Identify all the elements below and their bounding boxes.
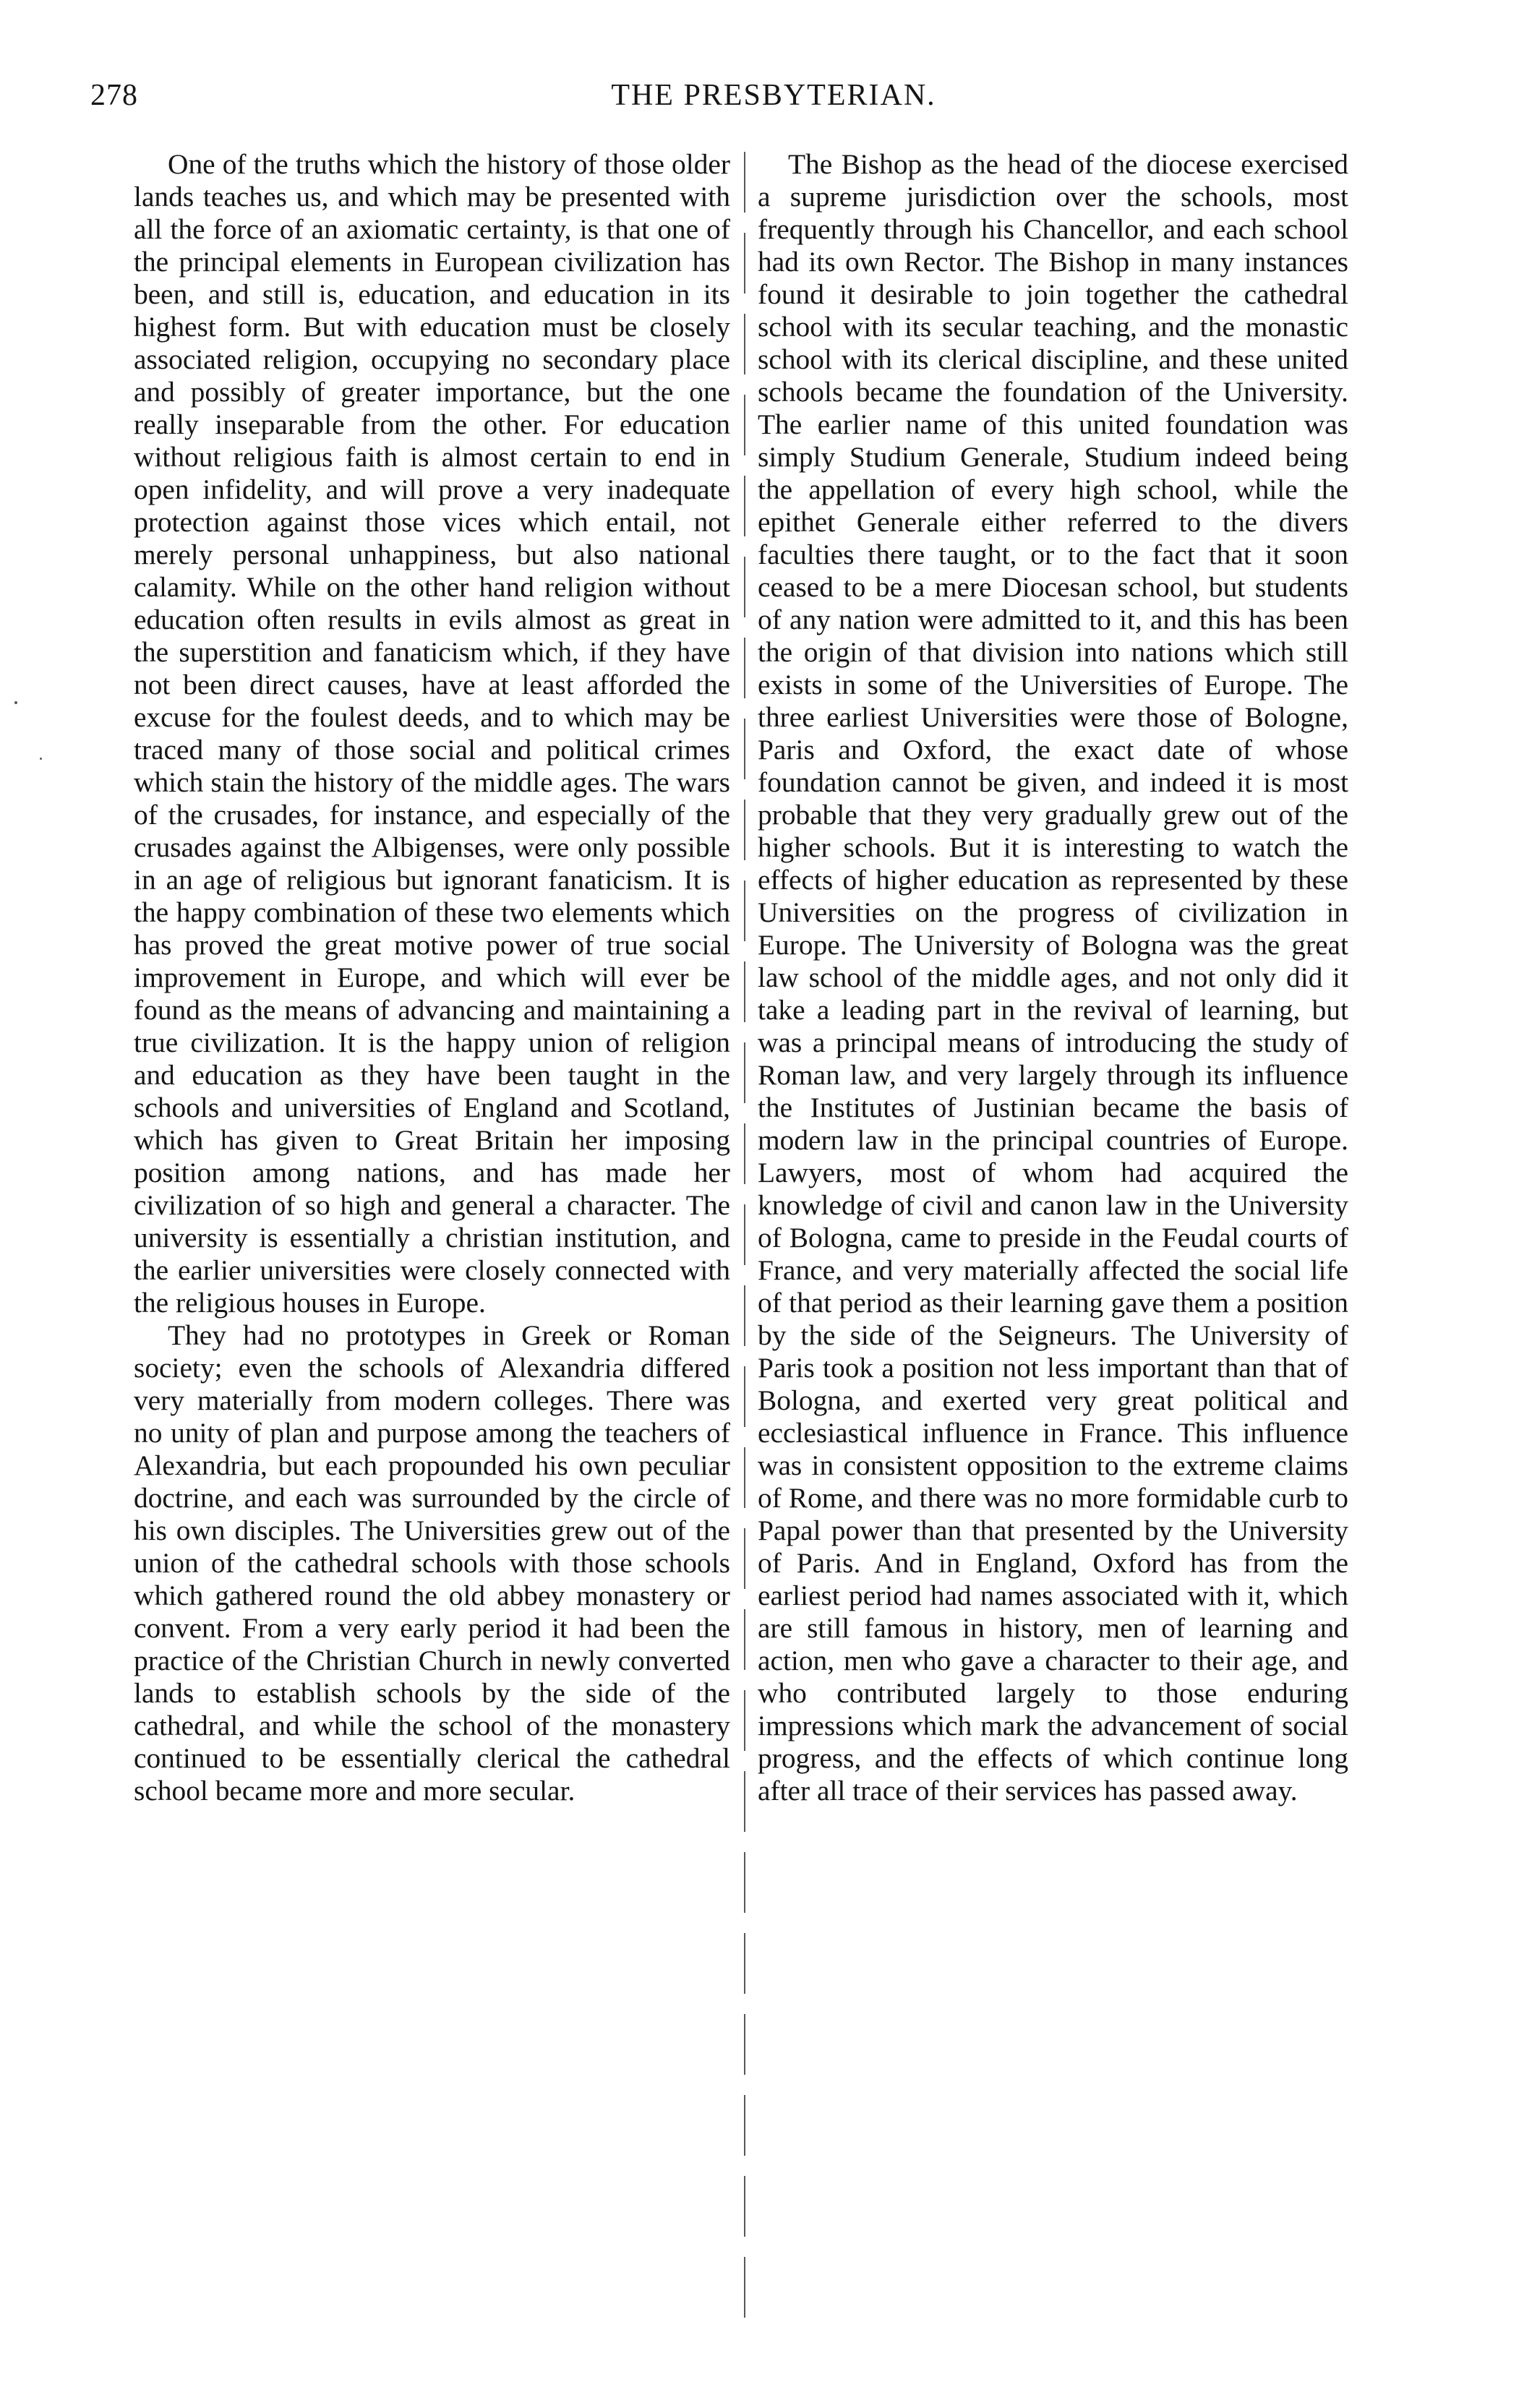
print-speck [40, 758, 42, 760]
column-divider-rule [744, 152, 745, 2321]
page-header [90, 78, 1457, 136]
print-speck [14, 701, 17, 704]
right-column [758, 148, 1348, 1807]
running-title: THE PRESBYTERIAN. [611, 79, 936, 112]
page-number: 278 [90, 79, 138, 112]
left-column [134, 148, 730, 1807]
left-paragraph-2: They had no prototypes in Greek or Roman society; even the schools of Alexandria differed very materially from modern colleges. There was no unity of plan and purpose among the teachers of Alexandria, but each propounded his own peculiar doctrine, and each was surrounded by the circle of his own disciples. The Universities grew out of the union of the cathedral schools with those schools which gathered round the old abbey monastery or convent. From a very early period it had been the practice of the Christian Church in newly converted lands to establish schools by the side of the cathedral, and while the school of the monastery continued to be essentially clerical the cathedral school became more and more secular. [134, 1319, 730, 1807]
left-paragraph-1: One of the truths which the history of those older lands teaches us, and which may be presented with all the force of an axiomatic certainty, is that one of the principal elements in European civilization has been, and still is, education, and education in its highest form. But with education must be closely associated religion, occupying no secondary place and possibly of greater importance, but the one really inseparable from the other. For education without religious faith is almost certain to end in open infidelity, and will prove a very inadequate protection against those vices which entail, not merely personal unhappiness, but also national calamity. While on the other hand religion without education often results in evils almost as great in the superstition and fanaticism which, if they have not been direct causes, have at least afforded the excuse for the foulest deeds, and to which may be traced many of those social and political crimes which stain the history of the middle ages. The wars of the crusades, for instance, and especially of the crusades against the Albigenses, were only possible in an age of religious but ignorant fanaticism. It is the happy combination of these two elements which has proved the great motive power of true social improvement in Europe, and which will ever be found as the means of advancing and maintaining a true civilization. It is the happy union of religion and education as they have been taught in the schools and universities of England and Scotland, which has given to Great Britain her imposing position among nations, and has made her civilization of so high and general a character. The university is essentially a christian institution, and the earlier universities were closely connected with the religious houses in Europe. [134, 148, 730, 1319]
right-paragraph-1: The Bishop as the head of the diocese exercised a supreme jurisdiction over the schools, most frequently through his Chancellor, and each school had its own Rector. The Bishop in many instances found it desirable to join together the cathedral school with its secular teaching, and the monastic school with its clerical discipline, and these united schools became the foundation of the University. The earlier name of this united foundation was simply Studium Generale, Studium indeed being the appellation of every high school, while the epithet Generale either referred to the divers faculties there taught, or to the fact that it soon ceased to be a mere Diocesan school, but students of any nation were admitted to it, and this has been the origin of that division into nations which still exists in some of the Universities of Europe. The three earliest Universities were those of Bologne, Paris and Oxford, the exact date of whose foundation cannot be given, and indeed it is most probable that they very gradually grew out of the higher schools. But it is interesting to watch the effects of higher education as represented by these Universities on the progress of civilization in Europe. The University of Bologna was the great law school of the middle ages, and not only did it take a leading part in the revival of learning, but was a principal means of introducing the study of Roman law, and very largely through its influence the Institutes of Justinian became the basis of modern law in the principal countries of Europe. Lawyers, most of whom had acquired the knowledge of civil and canon law in the University of Bologna, came to preside in the Feudal courts of France, and very materially affected the social life of that period as their learning gave them a position by the side of the Seigneurs. The University of Paris took a position not less important than that of Bologna, and exerted very great political and ecclesiastical influence in France. This influence was in consistent opposition to the extreme claims of Rome, and there was no more formidable curb to Papal power than that presented by the University of Paris. And in England, Oxford has from the earliest period had names associated with it, which are still famous in history, men of learning and action, men who gave a character to their age, and who contributed largely to those enduring impressions which mark the advancement of social progress, and the effects of which continue long after all trace of their services has passed away. [758, 148, 1348, 1807]
